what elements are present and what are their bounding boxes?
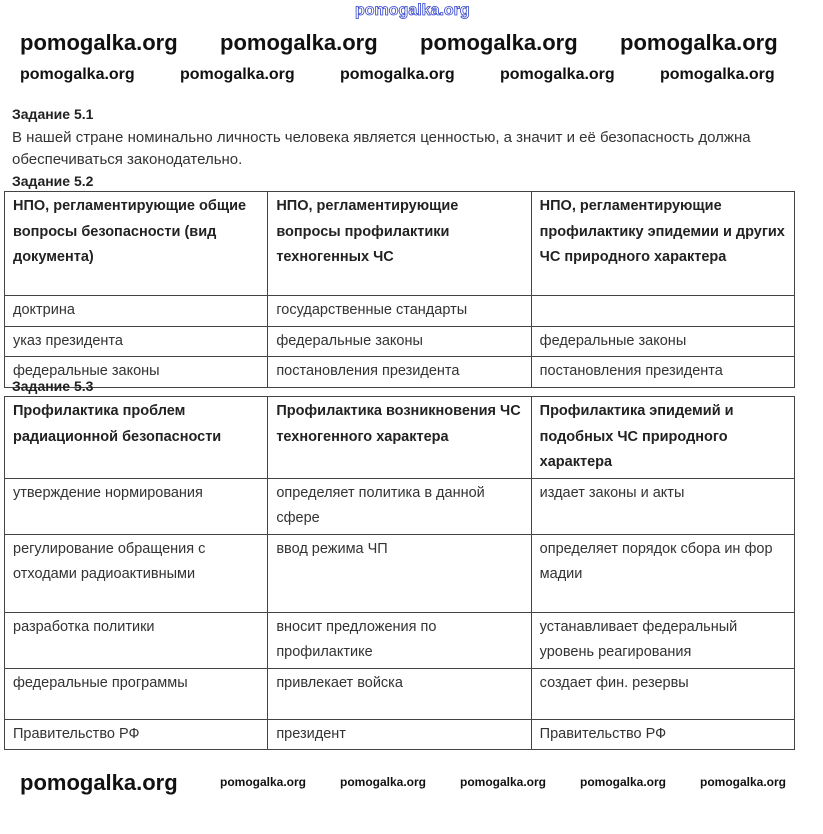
watermark: pomogalka.org (220, 775, 307, 789)
table-5-3 (4, 396, 795, 750)
watermark: pomogalka.org (180, 66, 295, 83)
watermark: pomogalka.org (660, 66, 775, 83)
cell: государственные стандарты (268, 296, 531, 327)
table-row (5, 668, 795, 719)
cell: утверждение нормирования (5, 478, 268, 534)
header-cell: НПО, регламентирующие профилактику эпидемии и других ЧС природного характера (531, 192, 794, 296)
cell: постановления президента (531, 357, 794, 388)
cell: определяет политика в данной сфере (268, 478, 531, 534)
task-5-1-title: Задание 5.1 (12, 106, 94, 122)
cell: федеральные законы (531, 326, 794, 357)
cell: привлекает войска (268, 668, 531, 719)
watermark: pomogalka.org (20, 30, 178, 55)
cell: постановления президента (268, 357, 531, 388)
cell: создает фин. резервы (531, 668, 794, 719)
table-row (5, 296, 795, 327)
task-5-1-text: В нашей стране номинально личность человека является ценностью, а значит и её безопасность должна обеспечиваться законодательно. (12, 129, 751, 168)
cell: президент (268, 719, 531, 750)
table-header-row (5, 192, 795, 296)
table-5-2 (4, 191, 795, 388)
cell: регулирование обращения с отходами радиоактивными (5, 534, 268, 612)
header-cell: Профилактика возникновения ЧС техногенного характера (268, 397, 531, 479)
header-cell: Профилактика эпидемий и подобных ЧС природного характера (531, 397, 794, 479)
watermark: pomogalka.org (460, 775, 547, 789)
table-row (5, 478, 795, 534)
task-5-2-title: Задание 5.2 (12, 173, 94, 189)
cell: вносит предложения по профилактике (268, 612, 531, 668)
watermark: pomogalka.org (340, 775, 427, 789)
cell (531, 296, 794, 327)
cell: федеральные законы (5, 357, 268, 388)
watermark: pomogalka.org (700, 775, 787, 789)
watermark: pomogalka.org (500, 66, 615, 83)
cell: разработка политики (5, 612, 268, 668)
watermark: pomogalka.org (620, 30, 778, 55)
header-cell: НПО, регламентирующие общие вопросы безопасности (вид документа) (5, 192, 268, 296)
cell: Правительство РФ (5, 719, 268, 750)
cell: Правительство РФ (531, 719, 794, 750)
watermark: pomogalka.org (420, 30, 578, 55)
table-row (5, 326, 795, 357)
cell: издает законы и акты (531, 478, 794, 534)
cell: федеральные законы (268, 326, 531, 357)
watermark: pomogalka.org (220, 30, 378, 55)
task-5-3-title: Задание 5.3 (12, 378, 94, 394)
header-cell: Профилактика проблем радиационной безопасности (5, 397, 268, 479)
watermark: pomogalka.org (20, 66, 135, 83)
table-header-row (5, 397, 795, 479)
table-row (5, 612, 795, 668)
cell: определяет порядок сбора ин фор мадии (531, 534, 794, 612)
cell: ввод режима ЧП (268, 534, 531, 612)
cell: федеральные программы (5, 668, 268, 719)
watermark: pomogalka.org (580, 775, 667, 789)
table-row (5, 534, 795, 612)
watermark: pomogalka.org (340, 66, 455, 83)
table-row (5, 357, 795, 388)
watermark-top: pomogalka.org (355, 2, 470, 19)
table-row (5, 719, 795, 750)
cell: доктрина (5, 296, 268, 327)
watermark: pomogalka.org (20, 770, 178, 795)
header-cell: НПО, регламентирующие вопросы профилактики техногенных ЧС (268, 192, 531, 296)
cell: указ президента (5, 326, 268, 357)
cell: устанавливает федеральный уровень реагирования (531, 612, 794, 668)
